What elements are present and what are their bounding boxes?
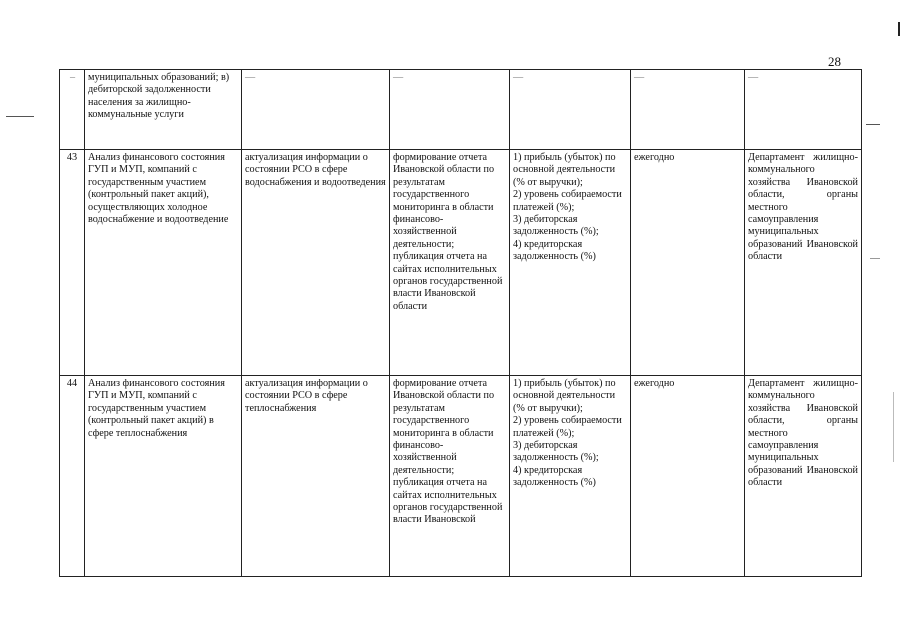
table-row (60, 376, 862, 577)
table-row (60, 150, 862, 376)
result-cell: — (390, 70, 510, 150)
page-number: 28 (828, 54, 841, 69)
periodicity-cell: — (631, 70, 745, 150)
result-cell: формирование отчета Ивановской области по результатам государственного мониторинга в области финансово-хозяйственной деятельности; публикация отчета на сайтах исполнительных органов государственной власти Ивановской области (390, 150, 510, 376)
responsible-cell: Департамент жилищно-коммунального хозяйства Ивановской области, органы местного самоуправления муниципальных образований Ивановской области (745, 150, 862, 376)
row-number: 44 (60, 376, 85, 577)
row-number: – (60, 70, 85, 150)
measures-table (59, 69, 862, 577)
event-cell: муниципальных образований; в) дебиторской задолженности населения за жилищно-коммунальные услуги (85, 70, 242, 150)
indicator-item: 2) уровень собираемости платежей (%); (513, 415, 622, 439)
indicator-item: 4) кредиторская задолженность (%) (513, 464, 596, 489)
scan-mark (893, 392, 894, 462)
purpose-cell: — (242, 70, 390, 150)
scan-mark (6, 116, 34, 117)
indicator-item: 3) дебиторская задолженность (%); (513, 440, 599, 464)
event-cell: Анализ финансового состояния ГУП и МУП, компаний с государственным участием (контрольный пакет акций) в сфере теплоснабжения (85, 376, 242, 577)
event-cell: Анализ финансового состояния ГУП и МУП, компаний с государственным участием (контрольный пакет акций), осуществляющих холодное водоснабжение и водоотведение (85, 150, 242, 376)
indicator-item: 3) дебиторская задолженность (%); (513, 214, 599, 238)
indicators-cell: — (510, 70, 631, 150)
responsible-cell: Департамент жилищно-коммунального хозяйства Ивановской области, органы местного самоуправления муниципальных образований Ивановской области (745, 376, 862, 577)
indicators-cell (510, 150, 631, 376)
indicator-item: 1) прибыль (убыток) по основной деятельности (% от выручки); (513, 152, 616, 188)
purpose-cell: актуализация информации о состоянии РСО в сфере теплоснабжения (242, 376, 390, 577)
purpose-cell: актуализация информации о состоянии РСО в сфере водоснабжения и водоотведения (242, 150, 390, 376)
indicator-item: 1) прибыль (убыток) по основной деятельности (% от выручки); (513, 378, 616, 414)
periodicity-cell: ежегодно (631, 150, 745, 376)
row-number: 43 (60, 150, 85, 376)
continuation-row (60, 70, 862, 150)
indicator-item: 4) кредиторская задолженность (%) (513, 238, 596, 263)
periodicity-cell: ежегодно (631, 376, 745, 577)
indicator-item: 2) уровень собираемости платежей (%); (513, 189, 622, 213)
scan-mark (898, 22, 900, 36)
scan-mark (870, 258, 880, 259)
indicators-cell (510, 376, 631, 577)
responsible-cell: — (745, 70, 862, 150)
scan-mark (866, 124, 880, 125)
result-cell: формирование отчета Ивановской области по результатам государственного мониторинга в области финансово-хозяйственной деятельности; публикация отчета на сайтах исполнительных органов государственной власти Ивановской (390, 376, 510, 577)
